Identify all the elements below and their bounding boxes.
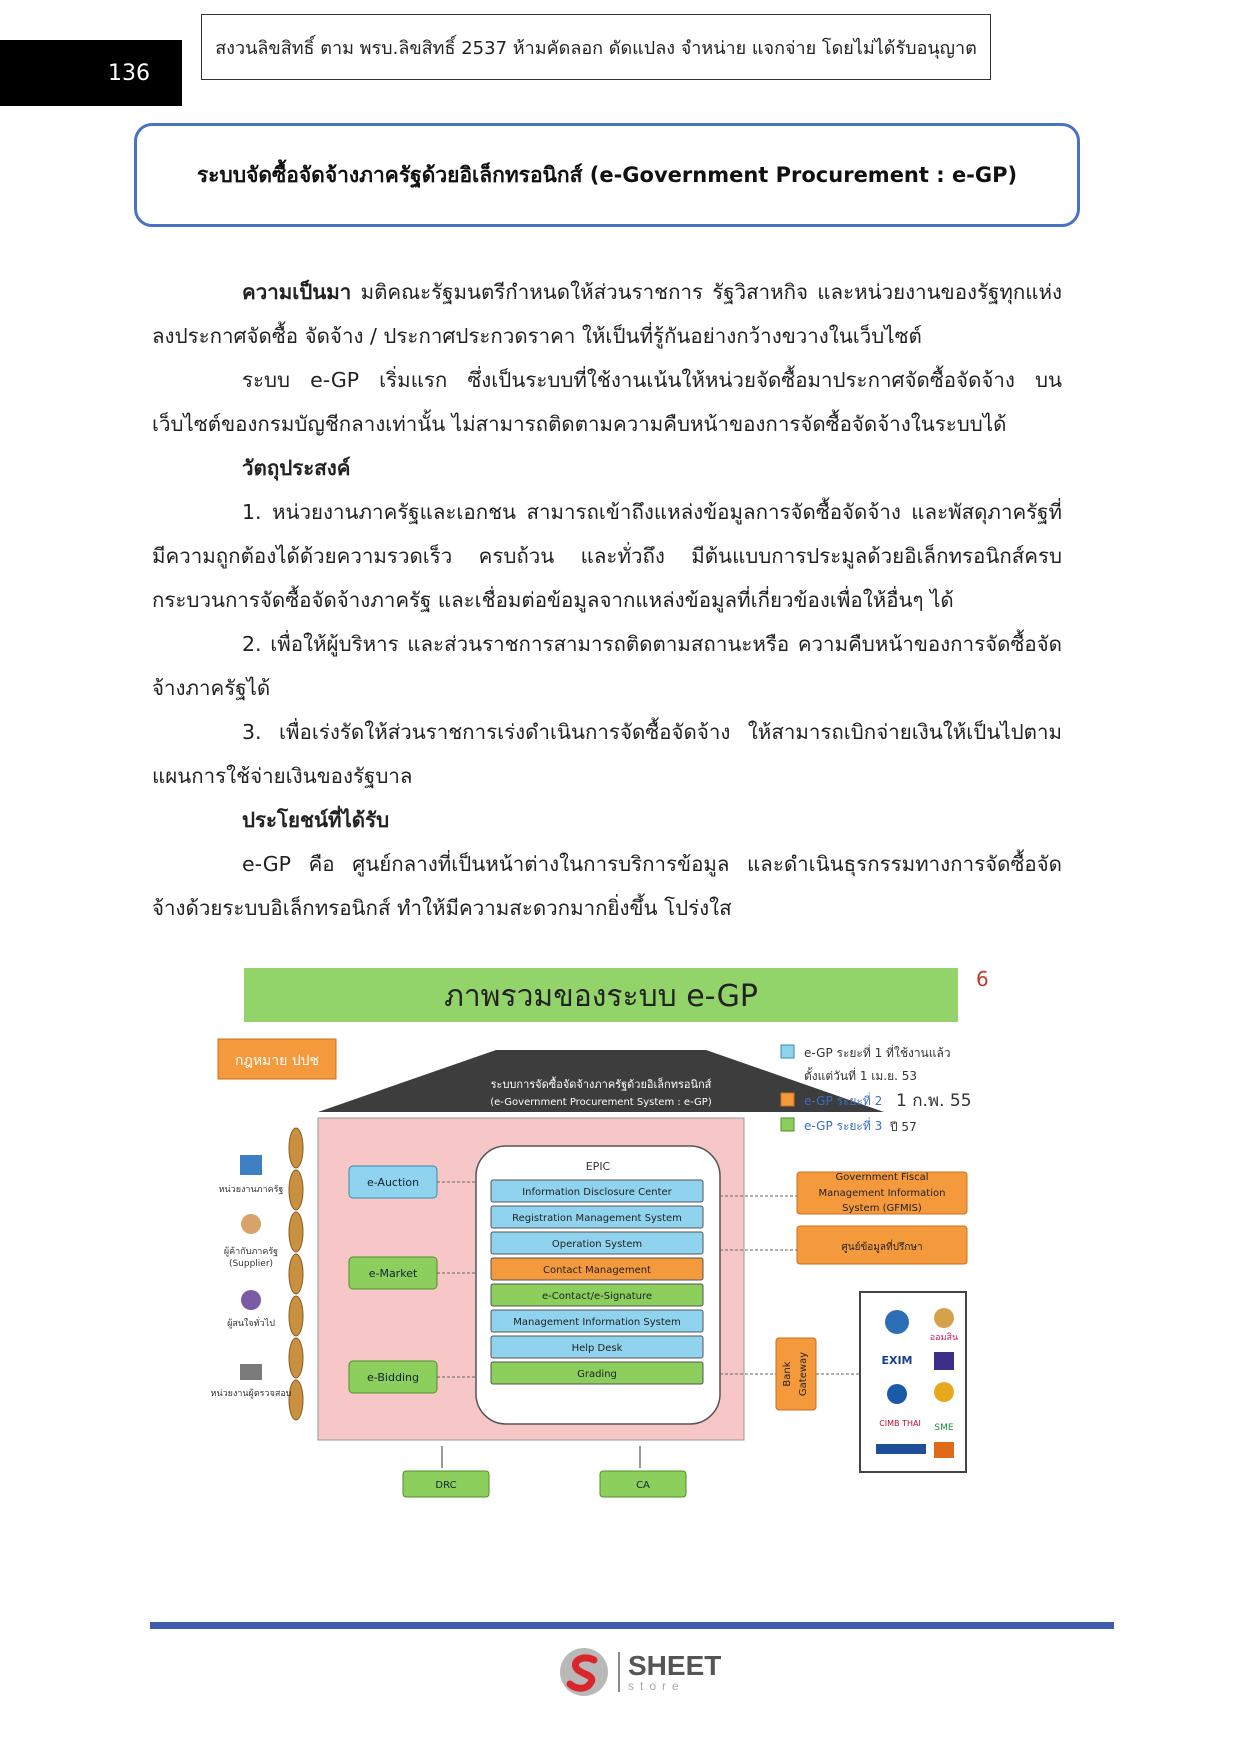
- auditor-icon: [240, 1364, 262, 1380]
- copyright-notice: สงวนลิขสิทธิ์ ตาม พรบ.ลิขสิทธิ์ 2537 ห้ามคัดลอก ดัดแปลง จำหน่าย แจกจ่าย โดยไม่ได้รับอนุญาต: [201, 14, 991, 80]
- gfmis-line2: Management Information: [818, 1188, 946, 1199]
- gfmis-line1: Government Fiscal: [835, 1172, 929, 1183]
- benefits-paragraph: e-GP คือ ศูนย์กลางที่เป็นหน้าต่างในการบริการข้อมูล และดำเนินธุรกรรมทางการจัดซื้อจัดจ้างด้วยระบบอิเล็กทรอนิกส์ ทำให้มีความสะดวกมากยิ่งขึ้น โปร่งใส: [152, 852, 1062, 920]
- objectives-heading: วัตถุประสงค์: [242, 456, 351, 480]
- epic-label: EPIC: [585, 1160, 611, 1173]
- bank-logo-icon: [885, 1310, 909, 1334]
- legend-phase1-swatch: [781, 1045, 794, 1058]
- legend-phase2: e-GP ระยะที่ 2: [804, 1094, 883, 1108]
- background-label: ความเป็นมา: [242, 280, 352, 304]
- objective-1: 1. หน่วยงานภาครัฐและเอกชน สามารถเข้าถึงแหล่งข้อมูลการจัดซื้อจัดจ้าง และพัสดุภาครัฐที่มีความถูกต้องได้ด้วยความรวดเร็ว ครบถ้วน และทั่วถึง มีต้นแบบการประมูลด้วยอิเล็กทรอนิกส์ครบกระบวนการจัดซื้อจัดจ้างภาครัฐ และเชื่อมต่อข้อมูลจากแหล่งข้อมูลที่เกี่ยวข้องเพื่อให้อื่นๆ ได้: [152, 500, 1062, 612]
- background-text: มติคณะรัฐมนตรีกำหนดให้ส่วนราชการ รัฐวิสาหกิจ และหน่วยงานของรัฐทุกแห่งลงประกาศจัดซื้อ จัดจ้าง / ประกาศประกวดราคา ให้เป็นที่รู้กันอย่างกว้างขวางในเว็บไซต์: [152, 280, 1062, 348]
- supplier-icon: [241, 1214, 261, 1234]
- actor-government: หน่วยงานภาครัฐ: [218, 1185, 284, 1195]
- slide-number: 6: [976, 967, 989, 991]
- public-user-icon: [241, 1290, 261, 1310]
- legend-phase3-date: ปี 57: [890, 1120, 917, 1134]
- actor-auditor: หน่วยงานผู้ตรวจสอบ: [210, 1389, 292, 1399]
- bank-gold-logo-icon: [934, 1382, 954, 1402]
- info-center-label: ศูนย์ข้อมูลที่ปรึกษา: [841, 1242, 923, 1253]
- module-e-bidding-label: e-Bidding: [367, 1371, 419, 1384]
- footer-rule: [150, 1622, 1114, 1629]
- legend-phase2-swatch: [781, 1093, 794, 1106]
- actor-supplier-en: (Supplier): [228, 1259, 274, 1269]
- module-e-auction-label: e-Auction: [366, 1176, 420, 1189]
- sheet-store-logo: [558, 1646, 721, 1698]
- epic-item-label: Grading: [577, 1369, 617, 1380]
- roof-title-en: (e-Government Procurement System : e-GP): [490, 1097, 712, 1108]
- epic-item-label: Information Disclosure Center: [522, 1187, 672, 1198]
- benefits-heading: ประโยชน์ที่ได้รับ: [242, 808, 390, 832]
- legend-phase3: e-GP ระยะที่ 3: [804, 1119, 883, 1133]
- brand-sub: store: [628, 1679, 685, 1693]
- section-title: ระบบจัดซื้อจัดจ้างภาครัฐด้วยอิเล็กทรอนิกส์ (e-Government Procurement : e-GP): [196, 162, 1018, 187]
- body-text: [152, 270, 1062, 930]
- epic-item-label: Operation System: [551, 1239, 643, 1250]
- brand-name: SHEET: [628, 1650, 722, 1681]
- connector-chain: [289, 1128, 303, 1420]
- page-number: 136: [108, 60, 150, 86]
- objective-3: 3. เพื่อเร่งรัดให้ส่วนราชการเร่งดำเนินการจัดซื้อจัดจ้าง ให้สามารถเบิกจ่ายเงินให้เป็นไปตามแผนการใช้จ่ายเงินของรัฐบาล: [152, 720, 1062, 788]
- drc-label: DRC: [435, 1480, 457, 1491]
- page-number-tab: [0, 40, 182, 106]
- objective-2: 2. เพื่อให้ผู้บริหาร และส่วนราชการสามารถติดตามสถานะหรือ ความคืบหน้าของการจัดซื้อจัดจ้างภาครัฐได้: [152, 632, 1062, 700]
- bank-exim: EXIM: [881, 1354, 913, 1367]
- legend-phase1: e-GP ระยะที่ 1 ที่ใช้งานแล้ว: [804, 1046, 951, 1060]
- bank-cimb: CIMB THAI: [879, 1419, 921, 1428]
- ca-label: CA: [636, 1480, 650, 1491]
- epic-item-label: Management Information System: [513, 1317, 681, 1328]
- diagram-title: ภาพรวมของระบบ e-GP: [444, 979, 758, 1014]
- gsb-logo-icon: [934, 1308, 954, 1328]
- module-e-market-label: e-Market: [368, 1267, 418, 1280]
- law-box-label: กฎหมาย ปปช: [234, 1053, 320, 1069]
- government-icon: [240, 1155, 262, 1175]
- legend-phase1-date: ตั้งแต่วันที่ 1 เม.ย. 53: [804, 1069, 918, 1083]
- epic-item-label: e-Contact/e-Signature: [541, 1291, 653, 1302]
- epic-item-label: Help Desk: [571, 1343, 623, 1354]
- epic-item-label: Registration Management System: [512, 1213, 682, 1224]
- gfmis-line3: System (GFMIS): [842, 1203, 922, 1214]
- bank-sme: SME: [934, 1423, 954, 1433]
- legend-phase3-swatch: [781, 1118, 794, 1131]
- bank-logo-orange-icon: [934, 1442, 954, 1458]
- bottom-connectors: [442, 1446, 640, 1468]
- background-paragraph: [152, 270, 1062, 358]
- bank-logo-bottom-icon: [876, 1444, 926, 1454]
- legend-phase2-date: 1 ก.พ. 55: [896, 1091, 972, 1111]
- bank-label: Bank: [782, 1361, 793, 1387]
- initial-system-paragraph: ระบบ e-GP เริ่มแรก ซึ่งเป็นระบบที่ใช้งานเน้นให้หน่วยจัดซื้อมาประกาศจัดซื้อจัดจ้าง บนเว็บไซต์ของกรมบัญชีกลางเท่านั้น ไม่สามารถติดตามความคืบหน้าของการจัดซื้อจัดจ้างในระบบได้: [152, 368, 1062, 436]
- section-title-box: [134, 123, 1080, 227]
- actor-supplier: ผู้ค้ากับภาครัฐ: [223, 1247, 279, 1257]
- sheet-logo-icon: [558, 1646, 610, 1698]
- bank-gsb: ออมสิน: [929, 1333, 959, 1343]
- bank-blue-logo-icon: [887, 1384, 907, 1404]
- epic-item-label: Contact Management: [543, 1265, 651, 1276]
- bank-purple-logo-icon: [934, 1352, 954, 1370]
- gateway-label: Gateway: [798, 1351, 809, 1397]
- actor-public: ผู้สนใจทั่วไป: [227, 1319, 275, 1329]
- roof-title-th: ระบบการจัดซื้อจัดจ้างภาครัฐด้วยอิเล็กทรอนิกส์: [490, 1078, 712, 1091]
